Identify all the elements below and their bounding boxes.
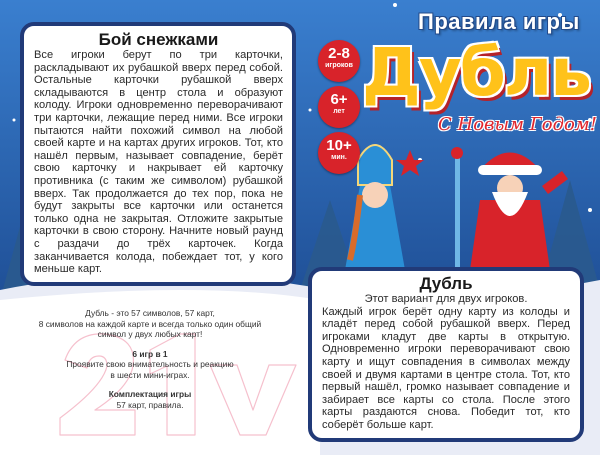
snowball-fight-text: Все игроки берут по три карточки, раскладывают их рубашкой вверх перед собой. Остальные карточки рубашкой вверх складываются в центр стола и образуют колоду. Игроки одновременно переворачивают три карточки, лежащие перед ними. Все игроки пытаются найти похожий символ на любой своей карте и на картах других игроков. Тот, кто нашёл первым, называет совпадение, берёт свою карточку и накрывает ей карточку противника (с таким же символом) рубашкой вверх. Так продолжается до тех пор, пока не будут закрыты все карточки или останется только одна не закрытая. Отложите закрытые карточки в свою сторону. Начните новый раунд с раздачи до трёх карточек. Когда заканчивается колода, побеждает тот, у кого меньше карт. xyxy=(34,49,283,276)
game-info xyxy=(20,308,280,410)
players-badge xyxy=(318,40,360,82)
kit-title: Комплектация игры xyxy=(108,389,192,399)
badge-unit: мин. xyxy=(331,154,347,161)
badge-unit: игроков xyxy=(325,62,353,69)
badge-value: 2-8 xyxy=(328,45,350,62)
game-title-logo: Дубль xyxy=(362,34,590,111)
games-title: 6 игр в 1 xyxy=(132,348,168,359)
snowball-fight-title: Бой снежками xyxy=(98,30,219,49)
info-line: Дубль - это 57 символов, 57 карт, xyxy=(85,308,215,318)
double-rules-card xyxy=(308,267,584,442)
age-badge xyxy=(318,86,360,128)
games-line: Проявите свою внимательность и реакцию xyxy=(66,359,234,369)
snowball-fight-rules-card xyxy=(20,22,296,286)
rules-subtitle: Правила игры xyxy=(418,9,580,34)
badge-unit: лет xyxy=(333,108,345,115)
new-year-greeting: С Новым Годом! xyxy=(438,114,597,135)
double-subtitle: Этот вариант для двух игроков. xyxy=(364,293,528,305)
double-text: Каждый игрок берёт одну карту из колоды и кладёт перед собой рубашкой вверх. Перед игроками кладут две карты в открытую. Одновременно игроки переворачивают свою карту и ищут совпадения в символах между своей и двумя картами в центре стола. Тот, кто первый нашёл, громко называет совпадение и забирает все карты со стола. После этого карты раздаются снова. Победит тот, кто соберёт больше карт. xyxy=(322,305,570,431)
kit-text: 57 карт, правила. xyxy=(116,399,184,410)
badge-value: 6+ xyxy=(330,91,348,108)
games-line: в шести мини-играх. xyxy=(110,369,190,380)
info-line: 8 символов на каждой карте и всегда только один общий xyxy=(38,318,262,329)
badge-value: 10+ xyxy=(326,137,352,154)
info-line: символ у двух любых карт! xyxy=(97,329,203,339)
time-badge xyxy=(318,132,360,174)
double-title: Дубль xyxy=(419,274,473,293)
